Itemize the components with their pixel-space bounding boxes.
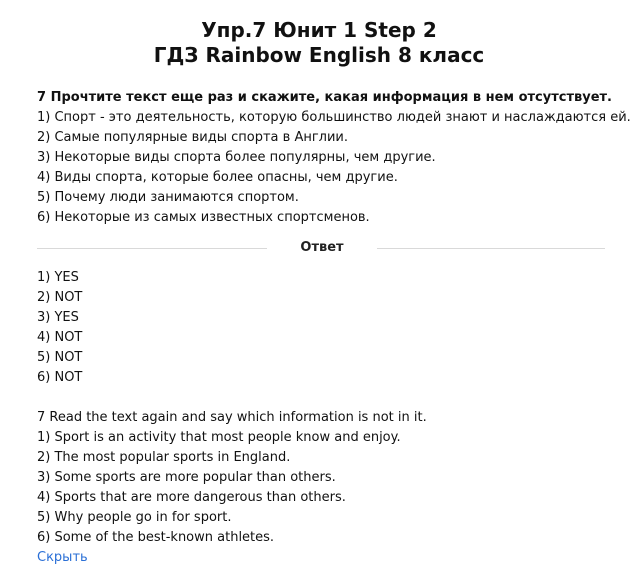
divider-rule-right bbox=[377, 248, 605, 249]
english-item: 3) Some sports are more popular than others. bbox=[37, 470, 336, 485]
divider-rule-left bbox=[37, 248, 267, 249]
english-item: 5) Why people go in for sport. bbox=[37, 510, 232, 525]
hide-link[interactable]: Скрыть bbox=[37, 550, 88, 565]
answer-item: 6) NOT bbox=[37, 370, 83, 385]
task-item: 3) Некоторые виды спорта более популярны, чем другие. bbox=[37, 150, 436, 165]
answer-item: 2) NOT bbox=[37, 290, 83, 305]
answer-item: 5) NOT bbox=[37, 350, 83, 365]
answers-block bbox=[37, 268, 627, 388]
answer-item: 1) YES bbox=[37, 270, 79, 285]
english-item: 4) Sports that are more dangerous than others. bbox=[37, 490, 346, 505]
page-title: Упр.7 Юнит 1 Step 2 bbox=[201, 18, 437, 42]
english-item: 1) Sport is an activity that most people know and enjoy. bbox=[37, 430, 401, 445]
task-heading: 7 Прочтите текст еще раз и скажите, какая информация в нем отсутствует. bbox=[37, 90, 612, 105]
english-item: 6) Some of the best-known athletes. bbox=[37, 530, 275, 545]
english-translation-block bbox=[37, 408, 627, 548]
task-item: 1) Спорт - это деятельность, которую большинство людей знают и наслаждаются ей. bbox=[37, 110, 631, 125]
task-item: 5) Почему люди занимаются спортом. bbox=[37, 190, 299, 205]
task-item: 2) Самые популярные виды спорта в Англии. bbox=[37, 130, 349, 145]
answer-divider bbox=[37, 237, 605, 259]
answer-item: 4) NOT bbox=[37, 330, 83, 345]
english-heading: 7 Read the text again and say which information is not in it. bbox=[37, 410, 427, 425]
task-block bbox=[37, 88, 631, 228]
task-item: 6) Некоторые из самых известных спортсменов. bbox=[37, 210, 370, 225]
answer-item: 3) YES bbox=[37, 310, 79, 325]
page-subtitle: ГДЗ Rainbow English 8 класс bbox=[153, 43, 485, 67]
english-item: 2) The most popular sports in England. bbox=[37, 450, 291, 465]
task-item: 4) Виды спорта, которые более опасны, чем другие. bbox=[37, 170, 398, 185]
answer-heading: Ответ bbox=[300, 240, 344, 255]
